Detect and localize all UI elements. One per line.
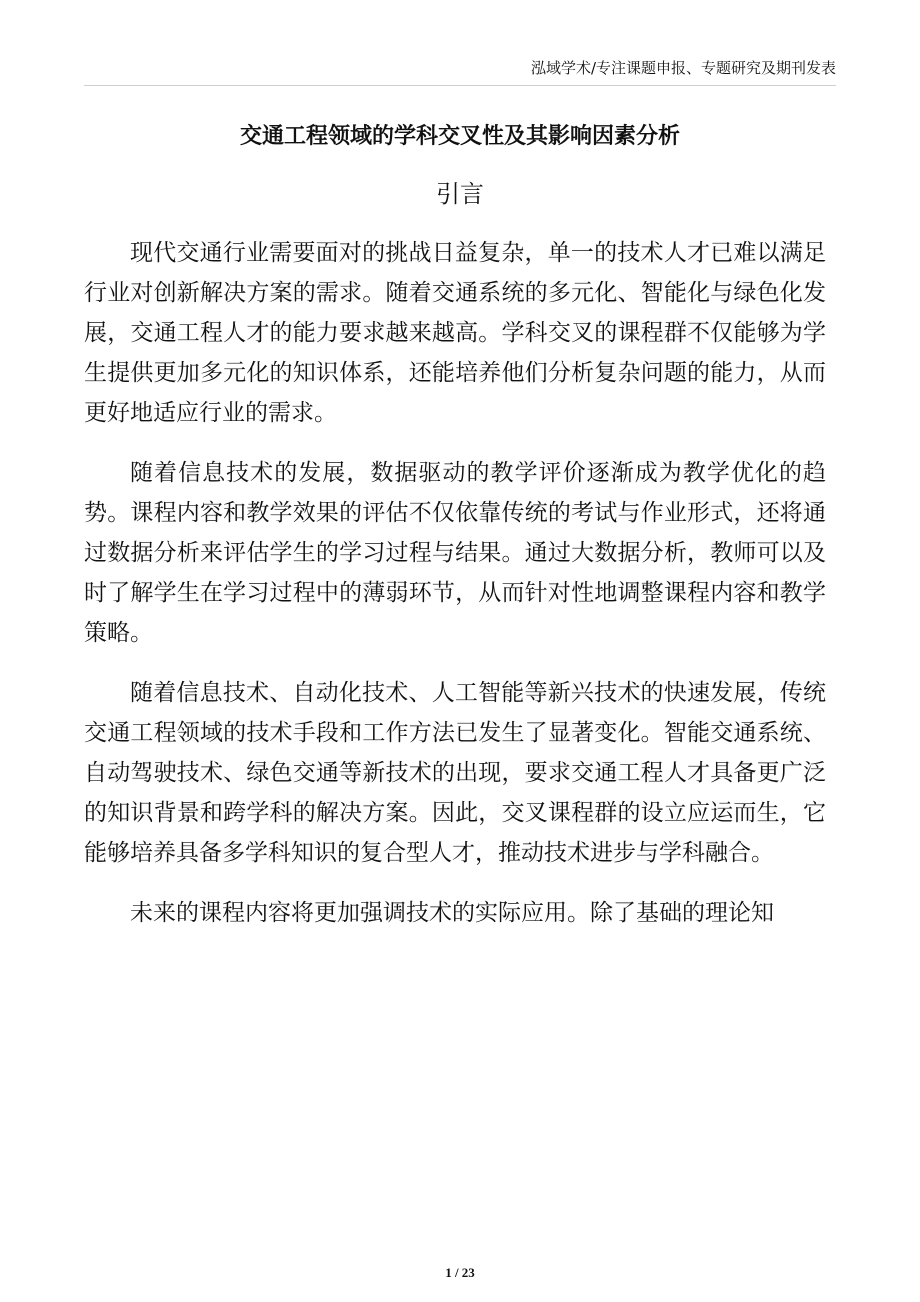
header-divider — [84, 85, 836, 86]
paragraph: 随着信息技术的发展，数据驱动的教学评价逐渐成为教学优化的趋势。课程内容和教学效果的评估不仅依靠传统的考试与作业形式，还将通过数据分析来评估学生的学习过程与结果。通过大数据分析，教师可以及时了解学生在学习过程中的薄弱环节，从而针对性地调整课程内容和教学策略。 — [84, 460, 826, 646]
paragraph: 现代交通行业需要面对的挑战日益复杂，单一的技术人才已难以满足行业对创新解决方案的需求。随着交通系统的多元化、智能化与绿色化发展，交通工程人才的能力要求越来越高。学科交叉的课程群不仅能够为学生提供更加多元化的知识体系，还能培养他们分析复杂问题的能力，从而更好地适应行业的需求。 — [84, 240, 826, 426]
document-title: 交通工程领域的学科交叉性及其影响因素分析 — [239, 124, 680, 149]
page-number: 1 / 23 — [445, 1265, 475, 1280]
page-header: 泓域学术/专注课题申报、专题研究及期刊发表 — [530, 59, 836, 77]
document-body — [84, 233, 826, 953]
section-heading: 引言 — [436, 180, 484, 208]
paragraph: 未来的课程内容将更加强调技术的实际应用。除了基础的理论知 — [130, 900, 774, 926]
paragraph: 随着信息技术、自动化技术、人工智能等新兴技术的快速发展，传统交通工程领域的技术手段和工作方法已发生了显著变化。智能交通系统、自动驾驶技术、绿色交通等新技术的出现，要求交通工程人才具备更广泛的知识背景和跨学科的解决方案。因此，交叉课程群的设立应运而生，它能够培养具备多学科知识的复合型人才，推动技术进步与学科融合。 — [84, 680, 826, 866]
